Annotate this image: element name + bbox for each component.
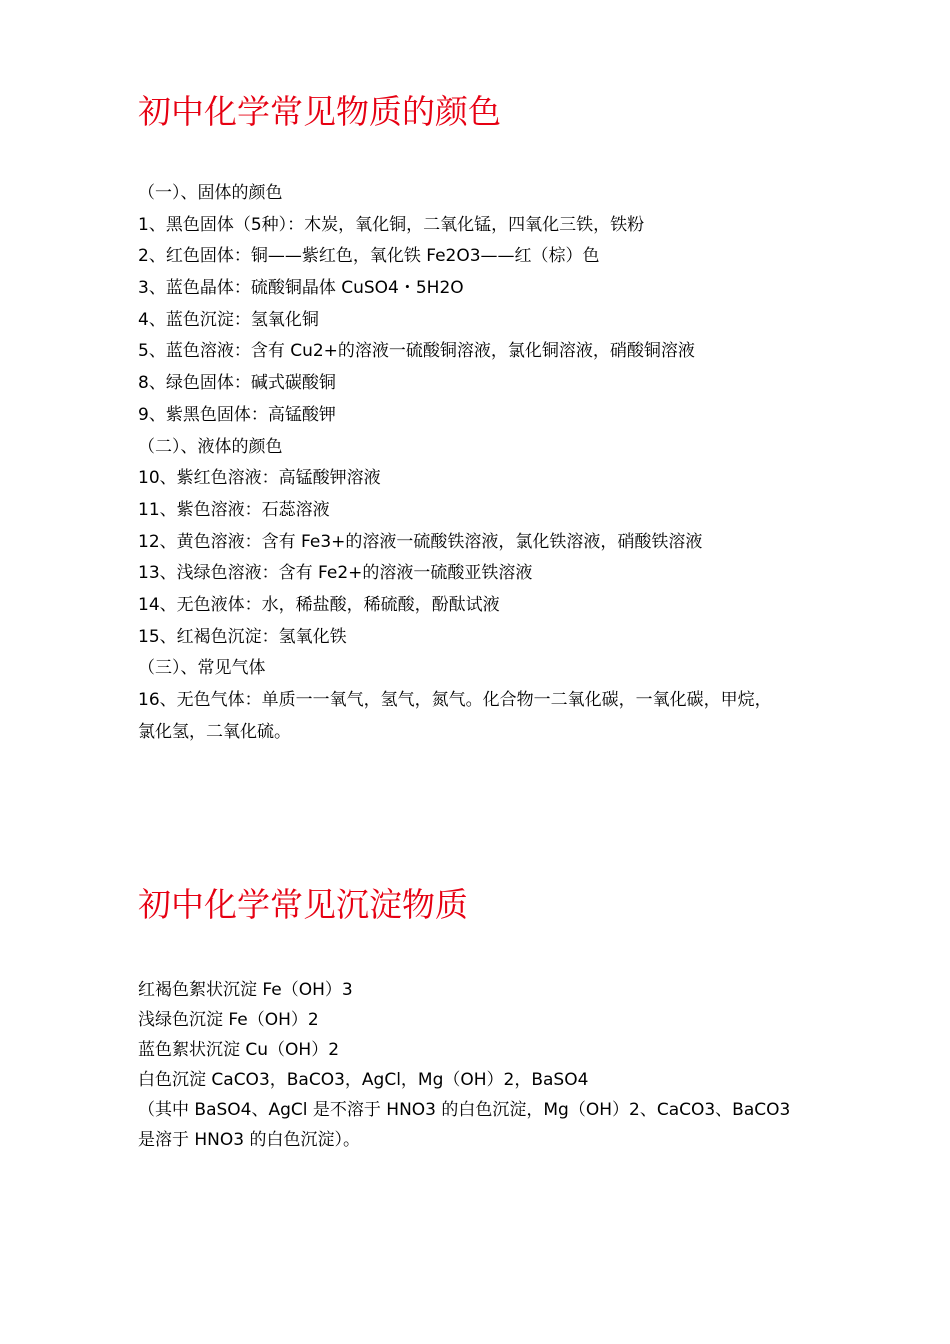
text-line: 是溶于 HNO3 的白色沉淀）。	[138, 1130, 361, 1150]
text-line: （二）、液体的颜色	[138, 436, 283, 457]
text-line: 白色沉淀 CaCO3，BaCO3，AgCl，Mg（OH）2，BaSO4	[138, 1070, 589, 1090]
text-line: 氯化氢，二氧化硫。	[138, 721, 291, 742]
text-line: 4、蓝色沉淀：氢氧化铜	[138, 309, 319, 330]
colors-list	[138, 178, 858, 748]
text-line: 9、紫黑色固体：高锰酸钾	[138, 404, 336, 425]
text-line: （其中 BaSO4、AgCl 是不溶于 HNO3 的白色沉淀，Mg（OH）2、CaCO3、BaCO3	[138, 1100, 791, 1120]
text-line: 蓝色絮状沉淀 Cu（OH）2	[138, 1040, 340, 1060]
text-line: （三）、常见气体	[138, 658, 266, 679]
text-line: 红褐色絮状沉淀 Fe（OH）3	[138, 980, 353, 1000]
text-line: 11、紫色溶液：石蕊溶液	[138, 499, 330, 520]
text-line: 16、无色气体：单质一一氧气，氢气，氮气。化合物一二氧化碳，一氧化碳，甲烷，	[138, 690, 772, 710]
text-line: 10、紫红色溶液：高锰酸钾溶液	[138, 468, 381, 489]
text-line: （一）、固体的颜色	[138, 183, 283, 203]
text-line: 12、黄色溶液：含有 Fe3+的溶液一硫酸铁溶液，氯化铁溶液，硝酸铁溶液	[138, 531, 703, 552]
text-line: 1、黑色固体（5种）：木炭，氧化铜，二氧化锰，四氧化三铁，铁粉	[138, 214, 645, 235]
text-line: 3、蓝色晶体：硫酸铜晶体 CuSO4・5H2O	[138, 278, 464, 299]
precipitates-list	[138, 975, 858, 1155]
section-title-colors: 初中化学常见物质的颜色	[138, 92, 501, 131]
text-line: 浅绿色沉淀 Fe（OH）2	[138, 1010, 319, 1030]
text-line: 2、红色固体：铜——紫红色，氧化铁 Fe2O3——红（棕）色	[138, 246, 600, 267]
text-line: 15、红褐色沉淀：氢氧化铁	[138, 626, 347, 647]
text-line: 14、无色液体：水，稀盐酸，稀硫酸，酚酞试液	[138, 594, 500, 615]
text-line: 8、绿色固体：碱式碳酸铜	[138, 373, 336, 394]
text-line: 13、浅绿色溶液：含有 Fe2+的溶液一硫酸亚铁溶液	[138, 563, 533, 584]
text-line: 5、蓝色溶液：含有 Cu2+的溶液一硫酸铜溶液，氯化铜溶液，硝酸铜溶液	[138, 341, 695, 362]
section-title-precipitates: 初中化学常见沉淀物质	[138, 885, 468, 924]
